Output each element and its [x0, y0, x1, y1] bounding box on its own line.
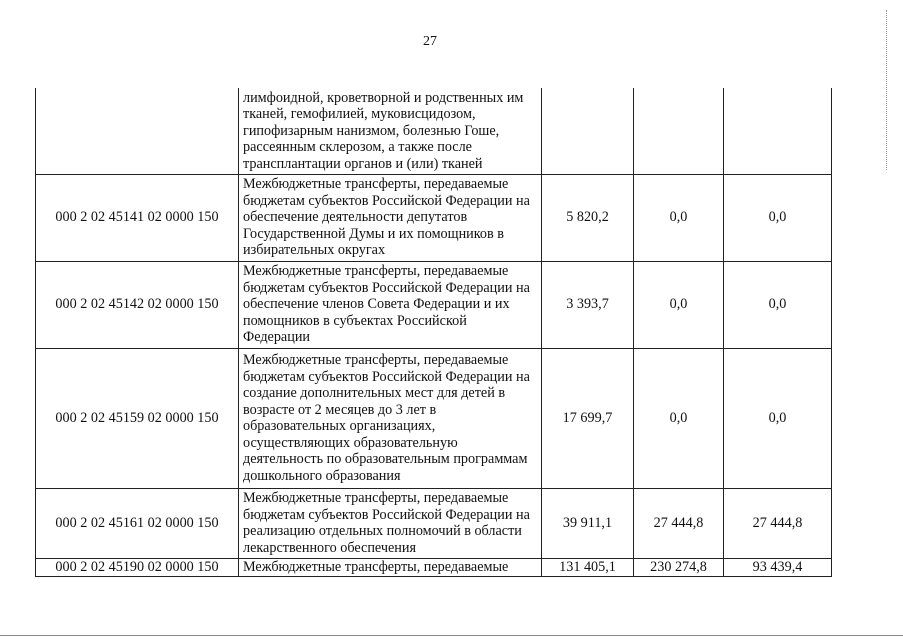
value-cell-year3: 0,0 [724, 174, 832, 261]
value-cell-year3 [724, 88, 832, 174]
scan-bottom-edge [0, 635, 903, 636]
value-cell-year2: 0,0 [634, 261, 724, 348]
value-cell-year3: 0,0 [724, 348, 832, 488]
value-cell-year2 [634, 88, 724, 174]
table-row [36, 174, 832, 261]
description-cell: Межбюджетные трансферты, передаваемые бюджетам субъектов Российской Федерации на обеспечение деятельности депутатов Государственной Думы и их помощников в избирательных округах [239, 174, 542, 261]
value-cell-year1 [542, 88, 634, 174]
budget-code-cell: 000 2 02 45161 02 0000 150 [36, 488, 239, 558]
table-row [36, 261, 832, 348]
table-row [36, 348, 832, 488]
description-cell: Межбюджетные трансферты, передаваемые бюджетам субъектов Российской Федерации на создание дополнительных мест для детей в возрасте от 2 месяцев до 3 лет в образовательных организациях, осуществляющих образовательную деятельность по образовательным программам дошкольного образования [239, 348, 542, 488]
value-cell-year1: 3 393,7 [542, 261, 634, 348]
value-cell-year2: 0,0 [634, 348, 724, 488]
budget-code-cell [36, 88, 239, 174]
value-cell-year3: 27 444,8 [724, 488, 832, 558]
table-row [36, 88, 832, 174]
scan-edge-mark [886, 10, 889, 170]
budget-code-cell: 000 2 02 45190 02 0000 150 [36, 558, 239, 576]
budget-code-cell: 000 2 02 45142 02 0000 150 [36, 261, 239, 348]
value-cell-year1: 39 911,1 [542, 488, 634, 558]
budget-code-cell: 000 2 02 45159 02 0000 150 [36, 348, 239, 488]
value-cell-year2: 27 444,8 [634, 488, 724, 558]
table-row [36, 488, 832, 558]
description-cell: Межбюджетные трансферты, передаваемые [239, 558, 542, 576]
page-number: 27 [423, 34, 437, 49]
description-cell: лимфоидной, кроветворной и родственных им тканей, гемофилией, муковисцидозом, гипофизарным нанизмом, болезнью Гоше, рассеянным склерозом, а также после трансплантации органов и (или) тканей [239, 88, 542, 174]
table-row [36, 558, 832, 576]
value-cell-year3: 93 439,4 [724, 558, 832, 576]
budget-table [35, 88, 832, 577]
description-cell: Межбюджетные трансферты, передаваемые бюджетам субъектов Российской Федерации на реализацию отдельных полномочий в области лекарственного обеспечения [239, 488, 542, 558]
value-cell-year1: 17 699,7 [542, 348, 634, 488]
value-cell-year3: 0,0 [724, 261, 832, 348]
value-cell-year1: 5 820,2 [542, 174, 634, 261]
value-cell-year2: 230 274,8 [634, 558, 724, 576]
value-cell-year1: 131 405,1 [542, 558, 634, 576]
budget-code-cell: 000 2 02 45141 02 0000 150 [36, 174, 239, 261]
value-cell-year2: 0,0 [634, 174, 724, 261]
description-cell: Межбюджетные трансферты, передаваемые бюджетам субъектов Российской Федерации на обеспечение членов Совета Федерации и их помощников в субъектах Российской Федерации [239, 261, 542, 348]
